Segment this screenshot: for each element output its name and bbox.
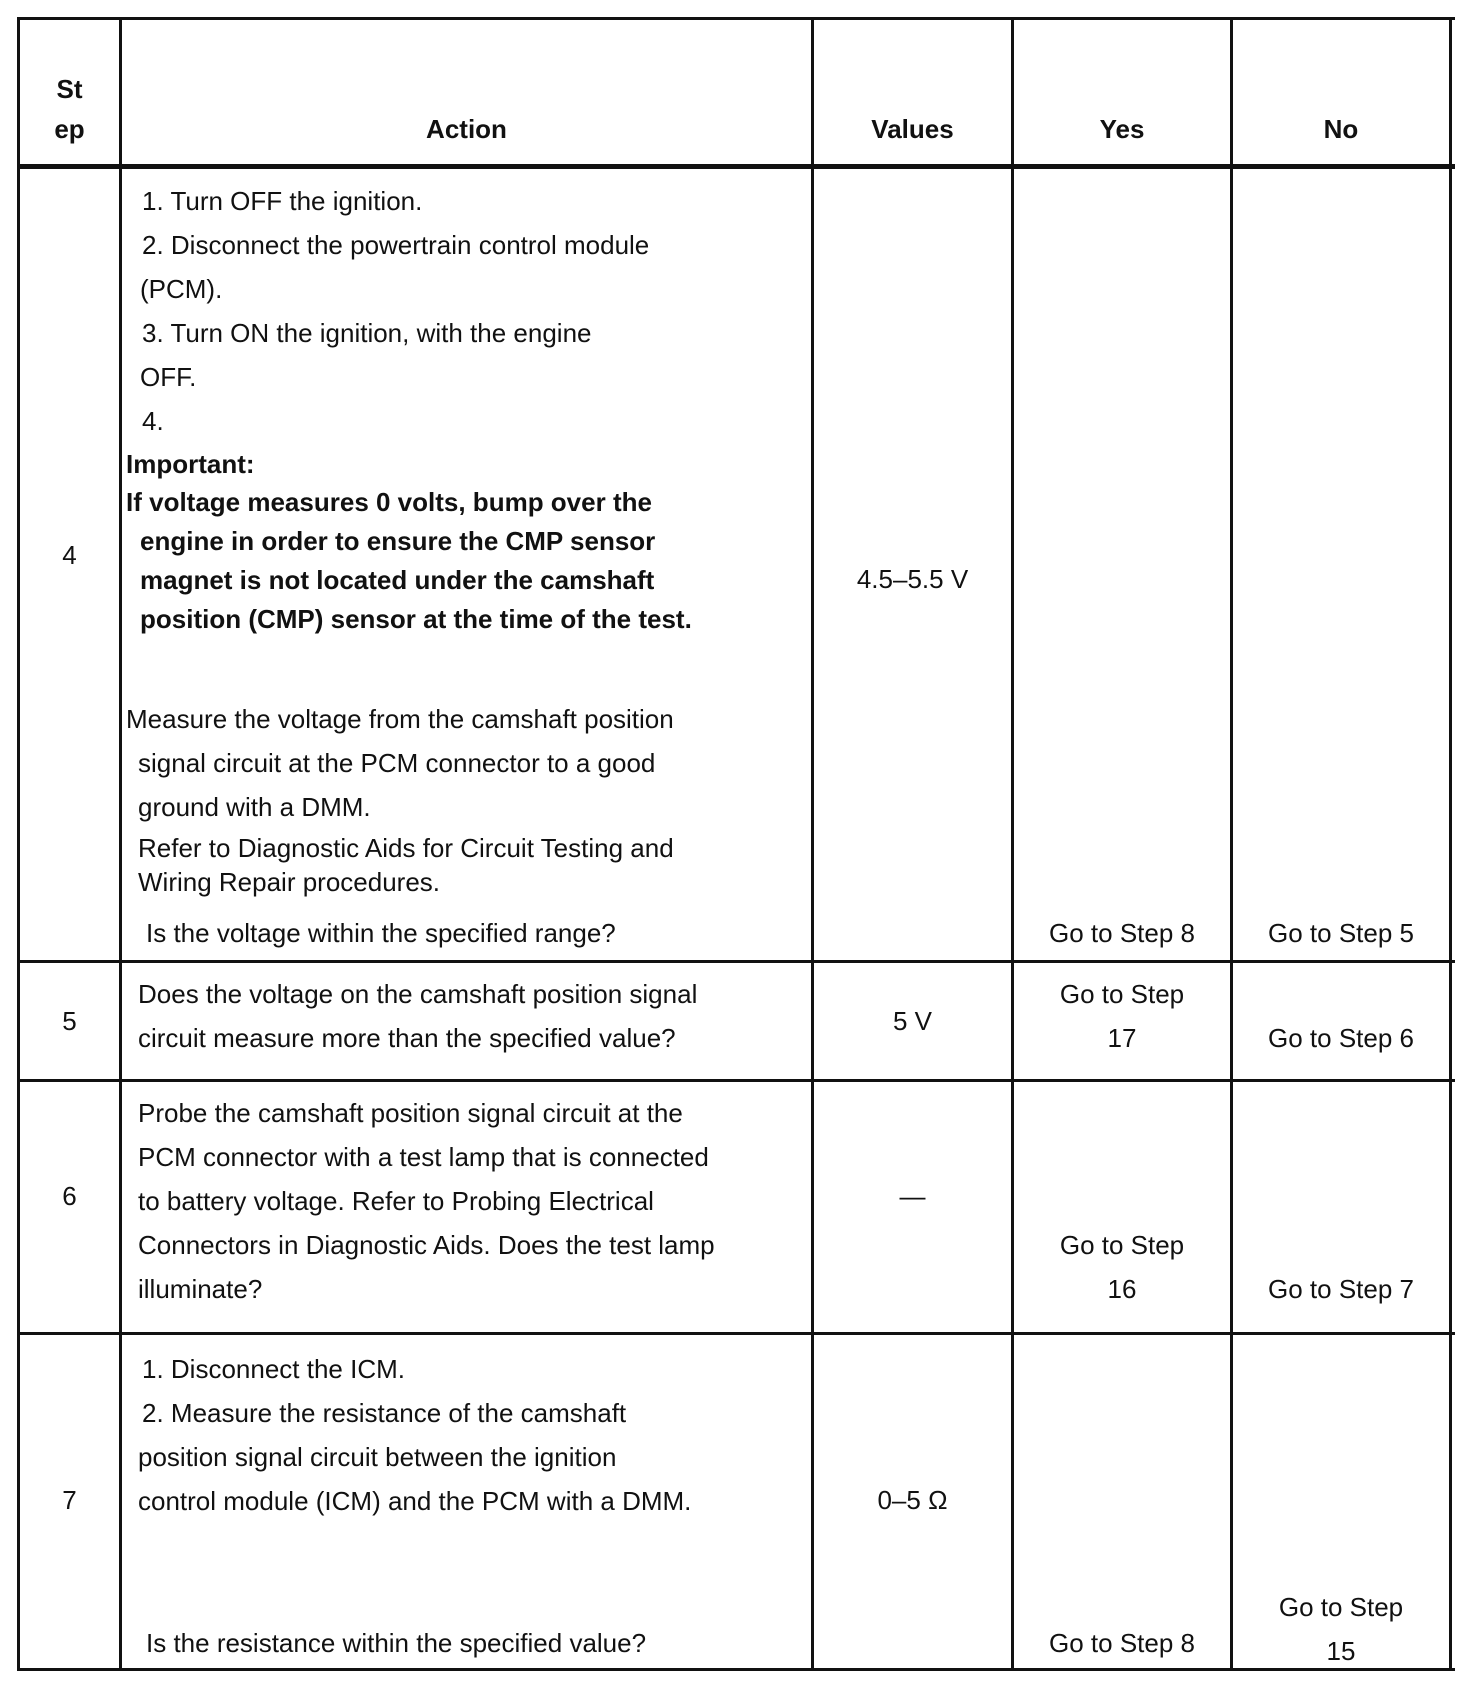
action-line: circuit measure more than the specified value? [138,1023,676,1053]
table-border-left [17,17,20,1671]
yes-action-line2: 17 [1107,1023,1137,1053]
value: 5 V [892,1006,933,1036]
action-list-item: control module (ICM) and the PCM with a DMM. [138,1486,692,1516]
action-line: to battery voltage. Refer to Probing Electrical [138,1186,654,1216]
value: 4.5–5.5 V [856,564,969,594]
important-note-line: magnet is not located under the camshaft [140,565,655,595]
no-action: Go to Step 6 [1268,1023,1414,1053]
action-list-item: 2. Measure the resistance of the camshaft [142,1398,627,1428]
yes-action: Go to Step 8 [1049,1628,1195,1658]
measure-instruction-line: Measure the voltage from the camshaft position [126,704,674,734]
yes-action-line1: Go to Step [1059,1230,1185,1260]
yes-action [1014,1223,1230,1311]
action-list-item: 3. Turn ON the ignition, with the engine [142,318,592,348]
action-list-item: 4. [142,406,164,436]
action-list-item: position signal circuit between the ignition [138,1442,617,1472]
column-divider [119,17,122,1671]
measure-instruction-line: ground with a DMM. [138,792,371,822]
action-line: Probe the camshaft position signal circuit at the [138,1098,683,1128]
yes-action-line1: Go to Step [1059,979,1185,1009]
header-action: Action [426,114,507,144]
step-number: 5 [62,1006,77,1036]
important-note-line: engine in order to ensure the CMP sensor [140,526,656,556]
diagnostic-table [17,17,1455,1673]
yes-action [1014,972,1230,1060]
action-line: Does the voltage on the camshaft position signal [138,979,698,1009]
header-no: No [1323,114,1359,144]
table-border-right [1449,17,1452,1671]
action-line: Connectors in Diagnostic Aids. Does the test lamp [138,1230,715,1260]
row-divider [17,1079,1455,1082]
action-list-item: (PCM). [140,274,223,304]
header-values: Values [871,114,954,144]
measure-instruction-line: signal circuit at the PCM connector to a good [138,748,656,778]
yes-action-line2: 16 [1107,1274,1137,1304]
reference-line: Wiring Repair procedures. [138,867,441,897]
yes-action: Go to Step 8 [1049,918,1195,948]
header-step-line1: St [56,74,83,104]
table-border-top [17,17,1455,20]
important-note-line: position (CMP) sensor at the time of the test. [140,604,692,634]
action-list-item: 1. Turn OFF the ignition. [142,186,423,216]
no-action-line1: Go to Step [1278,1592,1404,1622]
action-line: PCM connector with a test lamp that is connected [138,1142,709,1172]
row-divider [17,1332,1455,1335]
header-step-line2: ep [54,114,85,144]
action-list-item: OFF. [140,362,197,392]
action-line: illuminate? [138,1274,263,1304]
no-action: Go to Step 7 [1268,1274,1414,1304]
step-number: 6 [62,1181,77,1211]
no-action-line2: 15 [1326,1636,1356,1666]
value: — [899,1181,926,1211]
header-divider [17,164,1455,169]
row-divider [17,960,1455,963]
column-divider [1011,17,1014,1671]
action-list-item: 2. Disconnect the powertrain control module [142,230,650,260]
header-yes: Yes [1099,114,1145,144]
column-divider [811,17,814,1671]
no-action: Go to Step 5 [1268,918,1414,948]
step-number: 4 [62,540,77,570]
important-note-line: If voltage measures 0 volts, bump over the [126,487,652,517]
column-divider [1230,17,1233,1671]
step-number: 7 [62,1485,77,1515]
question: Is the resistance within the specified value? [146,1628,647,1658]
important-label: Important: [126,449,255,479]
action-list-item: 1. Disconnect the ICM. [142,1354,405,1384]
header-step [20,69,119,149]
question: Is the voltage within the specified range? [146,918,616,948]
no-action [1233,1585,1449,1673]
reference-line: Refer to Diagnostic Aids for Circuit Testing and [138,833,674,863]
value: 0–5 Ω [877,1485,948,1515]
